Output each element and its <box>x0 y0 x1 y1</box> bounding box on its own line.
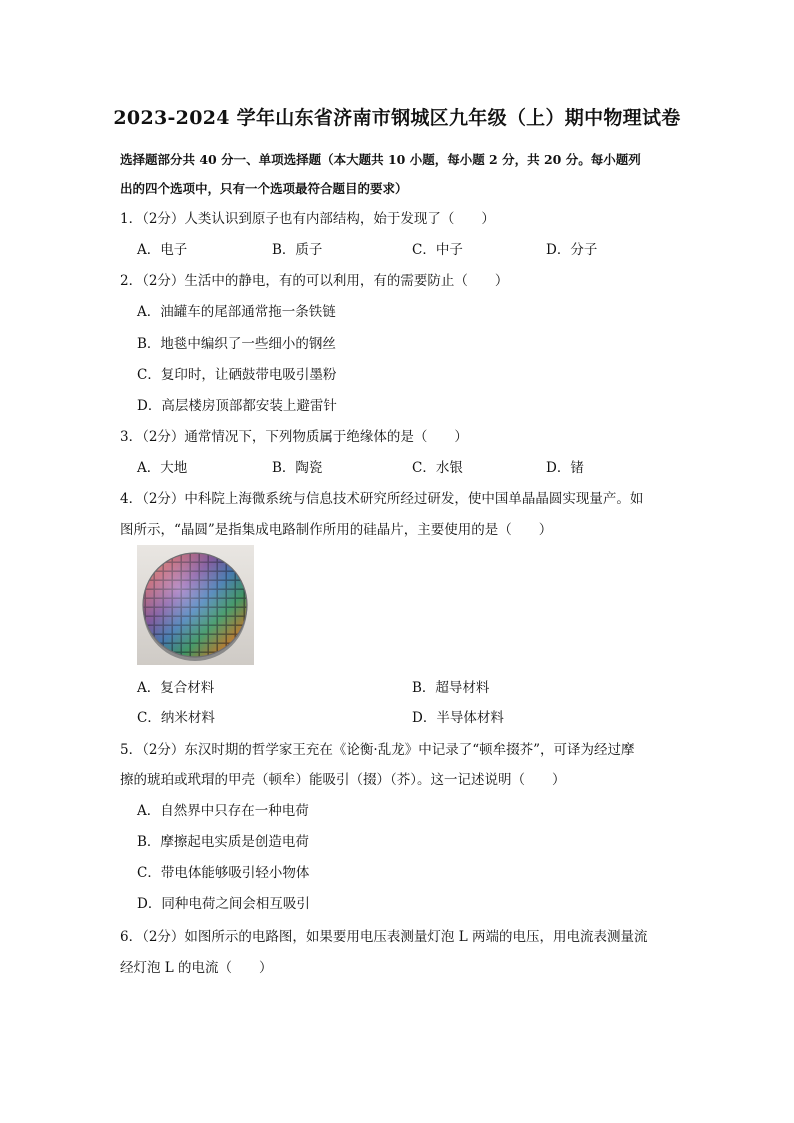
question-1-option-a: A．电子 <box>137 242 188 258</box>
question-5-stem-line-1: 5．（2分）东汉时期的哲学家王充在《论衡·乱龙》中记录了“顿牟掇芥”，可译为经过摩 <box>120 742 635 758</box>
section-instructions <box>120 145 680 203</box>
question-3-option-a: A．大地 <box>137 460 188 476</box>
question-1-option-b: B．质子 <box>272 242 323 258</box>
question-5-option-b: B．摩擦起电实质是创造电荷 <box>137 834 309 850</box>
question-3-option-d: D．锗 <box>546 460 584 476</box>
question-2-option-c: C．复印时，让硒鼓带电吸引墨粉 <box>137 367 337 383</box>
question-5-option-d: D．同种电荷之间会相互吸引 <box>137 896 310 912</box>
question-4-option-c: C．纳米材料 <box>137 710 215 726</box>
question-3-option-c: C．水银 <box>412 460 463 476</box>
question-6-stem-line-2: 经灯泡 L 的电流（ ） <box>120 960 273 976</box>
silicon-wafer-icon <box>137 545 254 665</box>
question-2-option-a: A．油罐车的尾部通常拖一条铁链 <box>137 304 336 320</box>
question-2-option-d: D．高层楼房顶部都安装上避雷针 <box>137 398 337 414</box>
question-5-option-a: A．自然界中只存在一种电荷 <box>137 803 309 819</box>
question-4-stem-line-1: 4．（2分）中科院上海微系统与信息技术研究所经过研发，使中国单晶晶圆实现量产。如 <box>120 491 644 507</box>
page-title: 2023-2024 学年山东省济南市钢城区九年级（上）期中物理试卷 <box>113 107 681 129</box>
silicon-wafer-image <box>137 545 254 665</box>
question-2-option-b: B．地毯中编织了一些细小的钢丝 <box>137 336 336 352</box>
question-5-stem-line-2: 擦的琥珀或玳瑁的甲壳（顿牟）能吸引（掇）（芥）。这一记述说明（ ） <box>120 772 566 788</box>
question-6-stem-line-1: 6．（2分）如图所示的电路图，如果要用电压表测量灯泡 L 两端的电压，用电流表测量流 <box>120 929 648 945</box>
question-1-option-c: C．中子 <box>412 242 463 258</box>
question-3-option-b: B．陶瓷 <box>272 460 323 476</box>
question-1-option-d: D．分子 <box>546 242 598 258</box>
question-3-stem: 3．（2分）通常情况下，下列物质属于绝缘体的是（ ） <box>120 429 468 445</box>
question-4-option-b: B．超导材料 <box>412 680 490 696</box>
instructions-line-1: 选择题部分共 40 分一、单项选择题（本大题共 10 小题，每小题 2 分，共 20 分。每小题列 <box>120 152 641 167</box>
question-1-stem: 1．（2分）人类认识到原子也有内部结构，始于发现了（ ） <box>120 211 495 227</box>
question-4-stem-line-2: 图所示，“晶圆”是指集成电路制作所用的硅晶片，主要使用的是（ ） <box>120 522 553 538</box>
instructions-line-2: 出的四个选项中，只有一个选项最符合题目的要求） <box>120 181 408 196</box>
question-4-option-a: A．复合材料 <box>137 680 215 696</box>
question-2-stem: 2．（2分）生活中的静电，有的可以利用，有的需要防止（ ） <box>120 273 509 289</box>
question-4-option-d: D．半导体材料 <box>412 710 504 726</box>
question-5-option-c: C．带电体能够吸引轻小物体 <box>137 865 310 881</box>
